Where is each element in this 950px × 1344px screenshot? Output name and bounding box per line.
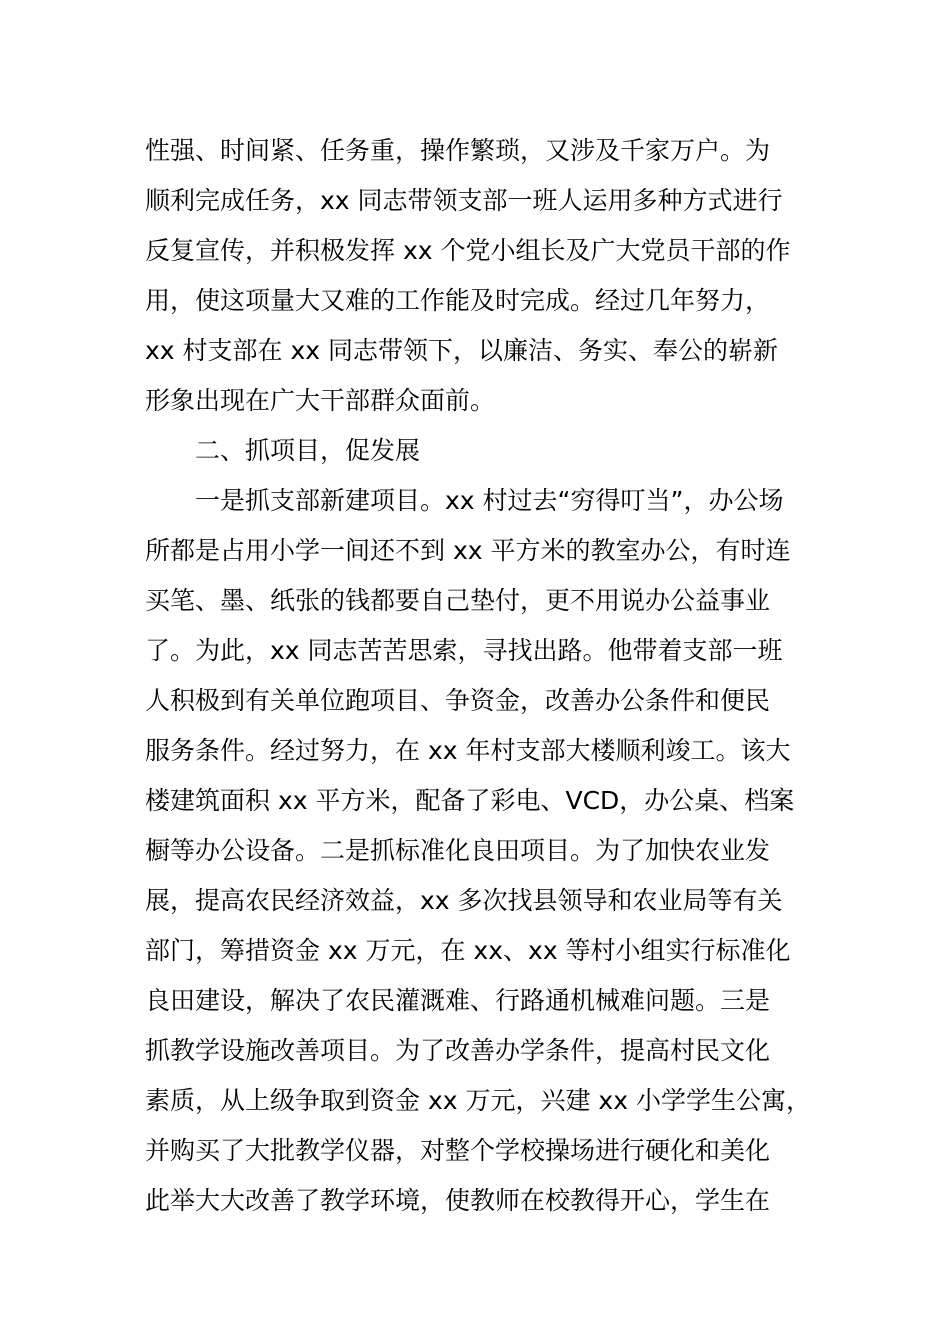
text-line: 人积极到有关单位跑项目、争资金，改善办公条件和便民 <box>145 686 771 715</box>
text-line: 此举大大改善了教学环境，使教师在校教得开心，学生在 <box>145 1186 771 1215</box>
body-text <box>145 126 845 1226</box>
text-line: 抓教学设施改善项目。为了改善办学条件，提高村民文化 <box>145 1036 771 1065</box>
paragraph-start: 一是抓支部新建项目。xx 村过去“穷得叮当”，办公场 <box>195 486 784 515</box>
text-line: 反复宣传，并积极发挥 xx 个党小组长及广大党员干部的作 <box>145 236 791 265</box>
text-line: 良田建设，解决了农民灌溉难、行路通机械难问题。三是 <box>145 986 771 1015</box>
text-line: 买笔、墨、纸张的钱都要自己垫付，更不用说办公益事业 <box>145 586 771 615</box>
text-line: 部门，筹措资金 xx 万元，在 xx、xx 等村小组实行标准化 <box>145 936 791 965</box>
section-heading: 二、抓项目，促发展 <box>195 436 421 465</box>
text-line: 性强、时间紧、任务重，操作繁琐，又涉及千家万户。为 <box>145 136 771 165</box>
text-line: 了。为此，xx 同志苦苦思索，寻找出路。他带着支部一班 <box>145 636 783 665</box>
text-line: 橱等办公设备。二是抓标准化良田项目。为了加快农业发 <box>145 836 771 865</box>
text-line: 形象出现在广大干部群众面前。 <box>145 386 496 415</box>
text-line: xx 村支部在 xx 同志带领下，以廉洁、务实、奉公的崭新 <box>145 336 779 365</box>
text-line: 所都是占用小学一间还不到 xx 平方米的教室办公，有时连 <box>145 536 791 565</box>
text-line: 楼建筑面积 xx 平方米，配备了彩电、VCD，办公桌、档案 <box>145 786 795 815</box>
text-line: 并购买了大批教学仪器，对整个学校操场进行硬化和美化 <box>145 1136 771 1165</box>
text-line: 展，提高农民经济效益，xx 多次找县领导和农业局等有关 <box>145 886 783 915</box>
text-line: 服务条件。经过努力，在 xx 年村支部大楼顺利竣工。该大 <box>145 736 791 765</box>
text-line: 素质，从上级争取到资金 xx 万元，兴建 xx 小学学生公寓， <box>145 1086 811 1115</box>
text-line: 用，使这项量大又难的工作能及时完成。经过几年努力， <box>145 286 771 315</box>
text-line: 顺利完成任务，xx 同志带领支部一班人运用多种方式进行 <box>145 186 783 215</box>
